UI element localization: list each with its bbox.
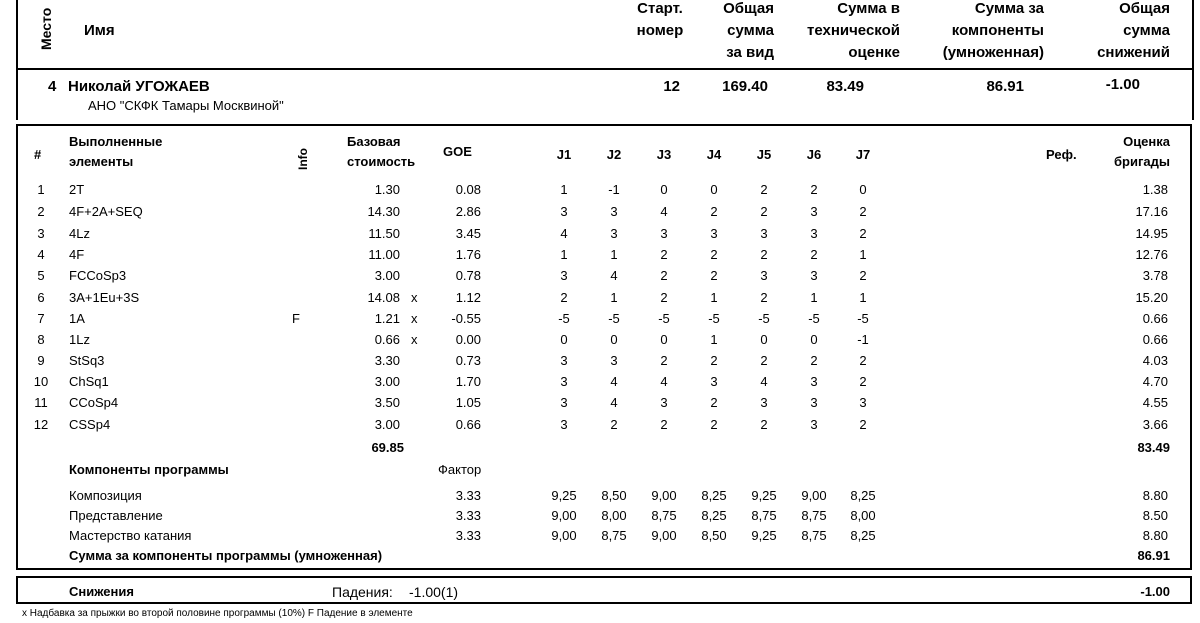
element-number: 1 <box>37 182 45 197</box>
judge-score: 0 <box>810 332 818 347</box>
judge-score: 3 <box>810 268 818 283</box>
component-judge-score: 8,75 <box>801 508 827 523</box>
header-divider <box>16 68 1194 70</box>
component-judge-score: 9,00 <box>801 488 827 503</box>
place-column-label: Место <box>38 7 54 51</box>
judge-score: 2 <box>710 247 718 262</box>
components-total: 86.91 <box>1137 548 1170 563</box>
judge-score: 2 <box>610 417 618 432</box>
judge-score: 3 <box>660 395 668 410</box>
total-score-label: Общая сумма за вид <box>723 0 774 61</box>
judge-score: 0 <box>710 182 718 197</box>
judge-score: 3 <box>610 226 618 241</box>
element-code: 4F <box>69 247 85 262</box>
judge-score: 1 <box>710 290 718 305</box>
component-judge-score: 9,25 <box>751 488 777 503</box>
element-goe: 1.12 <box>455 290 481 305</box>
component-name: Композиция <box>69 488 142 503</box>
judge-score: 3 <box>560 268 568 283</box>
judge-score: 1 <box>859 247 867 262</box>
element-bonus-mark: x <box>411 311 418 326</box>
element-base-value: 0.66 <box>374 332 400 347</box>
element-code: StSq3 <box>69 353 105 368</box>
component-name: Представление <box>69 508 163 523</box>
judge-score: 3 <box>560 417 568 432</box>
judge-score: -5 <box>658 311 670 326</box>
element-info: F <box>292 311 300 326</box>
component-judge-score: 8,50 <box>701 528 727 543</box>
skater-start-number: 12 <box>663 78 680 95</box>
falls-value: -1.00(1) <box>409 584 459 600</box>
component-judge-score: 8,25 <box>701 508 727 523</box>
component-factor: 3.33 <box>455 528 481 543</box>
judge-score: 3 <box>710 226 718 241</box>
judge-header-5: J5 <box>756 147 772 162</box>
judge-score: 3 <box>859 395 867 410</box>
judge-score: 3 <box>660 226 668 241</box>
component-judge-score: 8,25 <box>701 488 727 503</box>
component-judge-score: 9,25 <box>551 488 577 503</box>
col-header-goe: GOE <box>443 144 472 159</box>
components-title: Компоненты программы <box>69 462 229 477</box>
element-panel-score: 4.70 <box>1142 374 1168 389</box>
element-goe: 3.45 <box>455 226 481 241</box>
tes-total: 83.49 <box>1137 440 1170 455</box>
component-factor: 3.33 <box>455 488 481 503</box>
element-goe: 0.73 <box>455 353 481 368</box>
element-base-value: 1.30 <box>374 182 400 197</box>
judge-header-6: J6 <box>806 147 822 162</box>
component-judge-score: 8,50 <box>601 488 627 503</box>
element-number: 9 <box>37 353 45 368</box>
judge-score: 2 <box>859 226 867 241</box>
element-base-value: 14.08 <box>367 290 400 305</box>
element-code: ChSq1 <box>69 374 109 389</box>
element-panel-score: 17.16 <box>1135 204 1168 219</box>
judge-score: 2 <box>859 374 867 389</box>
component-judge-score: 8,75 <box>751 508 777 523</box>
judge-score: 3 <box>610 204 618 219</box>
component-name: Мастерство катания <box>69 528 192 543</box>
component-judge-score: 9,00 <box>651 488 677 503</box>
judge-header-3: J3 <box>656 147 672 162</box>
component-factor: 3.33 <box>455 508 481 523</box>
judge-score: 3 <box>810 395 818 410</box>
judge-score: 0 <box>859 182 867 197</box>
judge-score: 2 <box>859 268 867 283</box>
deductions-total-label: Общая сумма снижений <box>1097 0 1170 61</box>
judge-score: 3 <box>710 374 718 389</box>
judge-score: 2 <box>859 417 867 432</box>
judge-score: 2 <box>560 290 568 305</box>
element-goe: -0.55 <box>451 311 481 326</box>
element-code: 1A <box>69 311 85 326</box>
element-base-value: 3.30 <box>374 353 400 368</box>
element-bonus-mark: x <box>411 290 418 305</box>
col-header-panel-score: Оценка бригады <box>1114 134 1170 169</box>
judge-score: 1 <box>859 290 867 305</box>
judge-score: 2 <box>760 247 768 262</box>
judge-header-2: J2 <box>606 147 622 162</box>
judge-score: -5 <box>857 311 869 326</box>
judge-score: 2 <box>810 353 818 368</box>
element-panel-score: 1.38 <box>1142 182 1168 197</box>
element-base-value: 3.00 <box>374 417 400 432</box>
judge-score: 0 <box>760 332 768 347</box>
judge-score: 1 <box>610 290 618 305</box>
deductions-total: -1.00 <box>1140 584 1170 599</box>
component-judge-score: 9,00 <box>551 528 577 543</box>
component-judge-score: 9,00 <box>651 528 677 543</box>
skater-deductions: -1.00 <box>1105 76 1140 93</box>
judge-score: 2 <box>859 353 867 368</box>
deductions-label: Снижения <box>69 584 134 599</box>
judge-header-7: J7 <box>855 147 871 162</box>
judge-score: 4 <box>610 374 618 389</box>
element-goe: 0.78 <box>455 268 481 283</box>
tes-label: Сумма в технической оценке <box>806 0 900 61</box>
judge-header-4: J4 <box>706 147 722 162</box>
component-judge-score: 9,00 <box>551 508 577 523</box>
judge-score: 4 <box>660 374 668 389</box>
judge-score: 3 <box>560 353 568 368</box>
judge-header-1: J1 <box>556 147 572 162</box>
col-header-elements: Выполненные элементы <box>69 134 163 169</box>
skater-place: 4 <box>48 78 57 95</box>
deductions-frame <box>16 576 1192 604</box>
judge-score: 3 <box>560 204 568 219</box>
judge-score: -5 <box>558 311 570 326</box>
judge-score: 1 <box>810 290 818 305</box>
judge-score: -5 <box>708 311 720 326</box>
judge-score: 2 <box>660 247 668 262</box>
element-goe: 0.00 <box>455 332 481 347</box>
name-column-label: Имя <box>84 22 115 39</box>
element-number: 12 <box>33 417 49 432</box>
judge-score: 3 <box>610 353 618 368</box>
falls-label: Падения: <box>332 584 393 600</box>
element-base-value: 3.00 <box>374 268 400 283</box>
element-code: FCCoSp3 <box>69 268 127 283</box>
judge-score: 2 <box>710 417 718 432</box>
judge-score: 3 <box>810 204 818 219</box>
header-left-border-2 <box>16 68 18 120</box>
element-panel-score: 3.66 <box>1142 417 1168 432</box>
components-total-label: Сумма за компоненты программы (умноженная) <box>69 548 383 563</box>
element-number: 5 <box>37 268 45 283</box>
footnote: x Надбавка за прыжки во второй половине программы (10%) F Падение в элементе <box>22 608 413 619</box>
component-score: 8.80 <box>1142 488 1168 503</box>
element-panel-score: 4.55 <box>1142 395 1168 410</box>
element-base-value: 3.00 <box>374 374 400 389</box>
element-panel-score: 15.20 <box>1135 290 1168 305</box>
element-number: 6 <box>37 290 45 305</box>
element-base-value: 11.00 <box>368 247 400 262</box>
component-judge-score: 8,75 <box>651 508 677 523</box>
element-goe: 1.05 <box>455 395 481 410</box>
element-goe: 1.70 <box>455 374 481 389</box>
element-base-value: 1.21 <box>374 311 400 326</box>
judge-score: 2 <box>810 182 818 197</box>
judge-score: 2 <box>710 395 718 410</box>
judge-score: 3 <box>760 226 768 241</box>
element-code: 4Lz <box>69 226 90 241</box>
judge-score: 2 <box>710 353 718 368</box>
judge-score: 2 <box>660 417 668 432</box>
component-score: 8.80 <box>1142 528 1168 543</box>
judge-score: 2 <box>810 247 818 262</box>
skater-tes: 83.49 <box>826 78 864 95</box>
element-panel-score: 14.95 <box>1135 226 1168 241</box>
judge-score: 3 <box>810 374 818 389</box>
element-code: 1Lz <box>69 332 90 347</box>
component-judge-score: 8,00 <box>601 508 627 523</box>
skater-total-score: 169.40 <box>722 78 768 95</box>
judge-score: 3 <box>560 374 568 389</box>
base-value-total: 69.85 <box>371 440 404 455</box>
element-bonus-mark: x <box>411 332 418 347</box>
judge-score: -1 <box>857 332 869 347</box>
element-number: 10 <box>33 374 49 389</box>
judge-score: 4 <box>660 204 668 219</box>
element-base-value: 11.50 <box>368 226 400 241</box>
judge-score: -5 <box>758 311 770 326</box>
judge-score: 1 <box>710 332 718 347</box>
element-number: 4 <box>37 247 45 262</box>
judge-score: 2 <box>760 417 768 432</box>
element-goe: 2.86 <box>455 204 481 219</box>
pcs-label: Сумма за компоненты (умноженная) <box>942 0 1044 61</box>
skater-club: АНО "СКФК Тамары Москвиной" <box>88 98 284 113</box>
judge-score: 2 <box>710 204 718 219</box>
header-left-border <box>16 0 18 68</box>
factor-label: Фактор <box>438 462 482 477</box>
judge-score: -5 <box>808 311 820 326</box>
judge-score: 2 <box>660 268 668 283</box>
judge-score: 2 <box>760 290 768 305</box>
element-number: 3 <box>37 226 45 241</box>
element-goe: 0.08 <box>455 182 481 197</box>
header-right-border-2 <box>1192 68 1194 120</box>
col-header-number: # <box>34 147 42 162</box>
judge-score: -1 <box>608 182 620 197</box>
judge-score: 4 <box>760 374 768 389</box>
judge-score: 0 <box>660 332 668 347</box>
judge-score: 2 <box>760 353 768 368</box>
judge-score: 3 <box>760 268 768 283</box>
component-judge-score: 8,25 <box>850 488 876 503</box>
header-right-border <box>1192 0 1194 68</box>
judge-score: 0 <box>560 332 568 347</box>
judge-score: 4 <box>610 395 618 410</box>
col-header-referee: Реф. <box>1046 147 1077 162</box>
judge-score: 1 <box>560 247 568 262</box>
element-number: 11 <box>34 395 48 410</box>
component-score: 8.50 <box>1142 508 1168 523</box>
judge-score: 2 <box>660 353 668 368</box>
element-panel-score: 0.66 <box>1142 311 1168 326</box>
element-panel-score: 3.78 <box>1142 268 1168 283</box>
judge-score: 3 <box>560 395 568 410</box>
judge-score: 2 <box>660 290 668 305</box>
judge-score: 4 <box>560 226 568 241</box>
start-number-label: Старт. номер <box>636 0 684 39</box>
col-header-base-value: Базовая стоимость <box>347 134 416 169</box>
element-base-value: 14.30 <box>367 204 400 219</box>
component-judge-score: 9,25 <box>751 528 777 543</box>
judge-score: 3 <box>760 395 768 410</box>
skater-pcs: 86.91 <box>986 78 1024 95</box>
element-goe: 1.76 <box>455 247 481 262</box>
judge-score: 2 <box>859 204 867 219</box>
element-code: CCoSp4 <box>69 395 119 410</box>
skater-name: Николай УГОЖАЕВ <box>68 78 210 95</box>
element-base-value: 3.50 <box>374 395 400 410</box>
judge-score: 3 <box>810 226 818 241</box>
component-judge-score: 8,25 <box>850 528 876 543</box>
element-code: CSSp4 <box>69 417 111 432</box>
judge-score: 4 <box>610 268 618 283</box>
element-panel-score: 12.76 <box>1135 247 1168 262</box>
component-judge-score: 8,00 <box>850 508 876 523</box>
element-code: 3A+1Eu+3S <box>69 290 140 305</box>
judge-score: 0 <box>660 182 668 197</box>
element-panel-score: 4.03 <box>1142 353 1168 368</box>
judge-score: 3 <box>810 417 818 432</box>
element-goe: 0.66 <box>455 417 481 432</box>
judge-score: 2 <box>760 182 768 197</box>
judge-score: 0 <box>610 332 618 347</box>
element-code: 4F+2A+SEQ <box>69 204 143 219</box>
element-code: 2T <box>69 182 85 197</box>
judge-score: 2 <box>760 204 768 219</box>
element-number: 7 <box>37 311 45 326</box>
judge-score: 2 <box>710 268 718 283</box>
element-panel-score: 0.66 <box>1142 332 1168 347</box>
element-number: 8 <box>37 332 45 347</box>
element-number: 2 <box>37 204 45 219</box>
judge-score: 1 <box>560 182 568 197</box>
judge-score: -5 <box>608 311 620 326</box>
component-judge-score: 8,75 <box>801 528 827 543</box>
component-judge-score: 8,75 <box>601 528 627 543</box>
col-header-info: Info <box>296 148 310 170</box>
judge-score: 1 <box>610 247 618 262</box>
